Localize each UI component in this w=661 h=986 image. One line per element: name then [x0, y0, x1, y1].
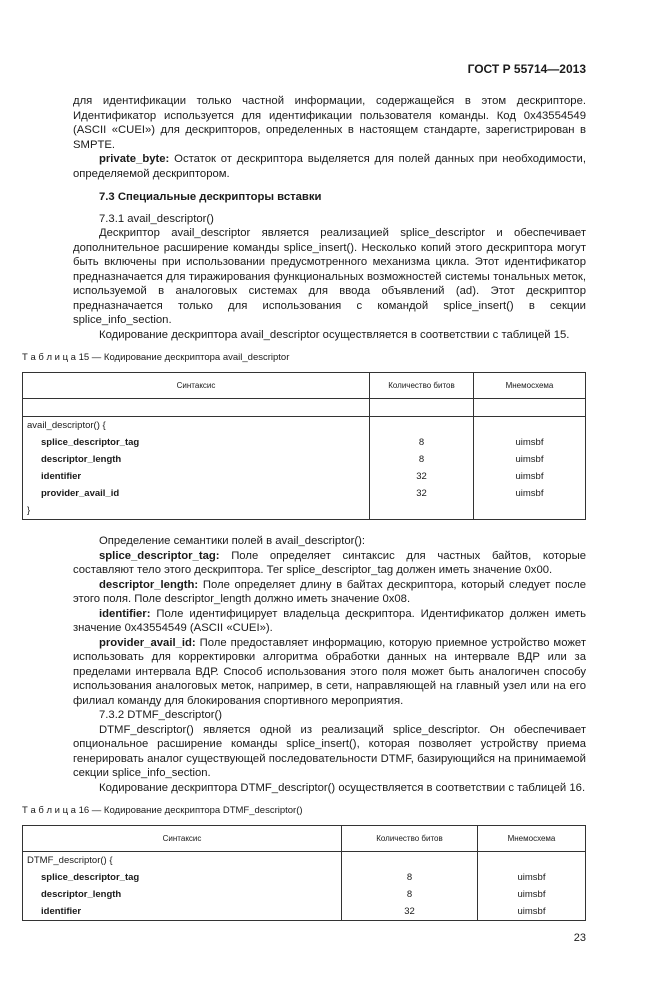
term: provider_avail_id: [99, 636, 196, 649]
text: Поле идентифицирует владельца дескриптора. Идентификатор должен иметь значение 0x43554549 (ASCII «CUEI»). [73, 607, 586, 634]
section-heading: 7.3 Специальные дескрипторы вставки [99, 191, 322, 203]
cell: } [23, 502, 370, 520]
term: descriptor_length: [99, 578, 199, 591]
text-block-2 [73, 534, 586, 795]
col-header: Мнемосхема [474, 373, 586, 399]
cell: uimsbf [478, 869, 586, 886]
cell: 8 [370, 451, 474, 468]
table-16 [22, 825, 586, 921]
text: Поле определяет синтаксис для частных байтов, которые составляют тело этого дескриптора. Тег splice_descriptor_tag должен иметь значение 0x00. [73, 549, 586, 576]
subsection-heading: 7.3.1 avail_descriptor() [99, 212, 214, 225]
cell: uimsbf [474, 485, 586, 502]
cell: identifier [23, 468, 370, 485]
cell: 32 [342, 903, 478, 921]
cell: uimsbf [474, 451, 586, 468]
cell: DTMF_descriptor() { [23, 852, 342, 870]
col-header: Синтаксис [23, 826, 342, 852]
term: private_byte: [99, 153, 170, 165]
term: identifier: [99, 607, 151, 620]
paragraph: Дескриптор avail_descriptor является реализацией splice_descriptor и обеспечивает дополнительное расширение команды splice_insert(). Несколько копий этого дескриптора могут быть включены при использовании предусмотренного механизма цикла. Этот идентификатор предназначается для тиражирования функциональных возможностей системы тональных меток, используемой в аналоговых системах для ввода объявлений (ad). Этот дескриптор предназначается только для использования с командой splice_insert() в секции splice_info_section. [73, 227, 586, 326]
cell: splice_descriptor_tag [23, 869, 342, 886]
page-number: 23 [573, 932, 586, 944]
paragraph: DTMF_descriptor() является одной из реализаций splice_descriptor. Он обеспечивает опциональное расширение команды splice_insert(), которая позволяет устройству приема генерировать аналог существующей последовательности DTMF, базирующийся на принимаемой секции splice_info_section. [73, 723, 586, 779]
standard-header: ГОСТ Р 55714—2013 [467, 62, 586, 76]
cell: 32 [370, 468, 474, 485]
cell: identifier [23, 903, 342, 921]
col-header: Мнемосхема [478, 826, 586, 852]
cell: provider_avail_id [23, 485, 370, 502]
cell: avail_descriptor() { [23, 417, 370, 435]
paragraph: Определение семантики полей в avail_descriptor(): [99, 535, 366, 547]
text: Поле предоставляет информацию, которую приемное устройство может использовать для корректировки алгоритма обработки данных на интервале ВДР или за пределами интервала ВДР. Способ использования этого поля может быть аналогичен способу использования аналоговых меток, например, в сети, направляющей на главный узел или на его филиал команду для блокирования спортивного мероприятия. [73, 636, 586, 707]
text: Поле определяет длину в байтах дескриптора, который следует после этого поля. Поле descriptor_length должно иметь значение 0x08. [73, 578, 586, 605]
text-block-1 [73, 94, 586, 342]
cell: 32 [370, 485, 474, 502]
cell: 8 [370, 434, 474, 451]
subsection-heading: 7.3.2 DTMF_descriptor() [99, 709, 223, 721]
cell: uimsbf [474, 468, 586, 485]
col-header: Синтаксис [23, 373, 370, 399]
cell: descriptor_length [23, 886, 342, 903]
paragraph [73, 549, 586, 578]
term: splice_descriptor_tag: [99, 549, 220, 562]
paragraph: Кодирование дескриптора avail_descriptor осуществляется в соответствии с таблицей 15. [99, 328, 570, 341]
paragraph [73, 152, 586, 181]
paragraph: для идентификации только частной информации, содержащейся в этом дескрипторе. Идентификатор используется для идентификации пользователя команды. Код 0x43554549 (ASCII «CUEI») для дескрипторов, определенных в настоящем стандарте, зарегистрирован в SMPTE. [73, 95, 586, 151]
cell: uimsbf [478, 903, 586, 921]
col-header: Количество битов [342, 826, 478, 852]
cell: uimsbf [474, 434, 586, 451]
cell: 8 [342, 869, 478, 886]
cell: descriptor_length [23, 451, 370, 468]
cell: uimsbf [478, 886, 586, 903]
cell: splice_descriptor_tag [23, 434, 370, 451]
text: Остаток от дескриптора выделяется для полей данных при необходимости, определяемой дескриптором. [73, 153, 586, 180]
paragraph [73, 607, 586, 636]
table-15 [22, 372, 586, 520]
paragraph: Кодирование дескриптора DTMF_descriptor() осуществляется в соответствии с таблицей 16. [99, 781, 586, 794]
table-caption: Т а б л и ц а 16 — Кодирование дескриптора DTMF_descriptor() [22, 805, 303, 816]
col-header: Количество битов [370, 373, 474, 399]
paragraph [73, 578, 586, 607]
table-caption: Т а б л и ц а 15 — Кодирование дескриптора avail_descriptor [22, 352, 290, 363]
cell: 8 [342, 886, 478, 903]
paragraph [73, 636, 586, 709]
